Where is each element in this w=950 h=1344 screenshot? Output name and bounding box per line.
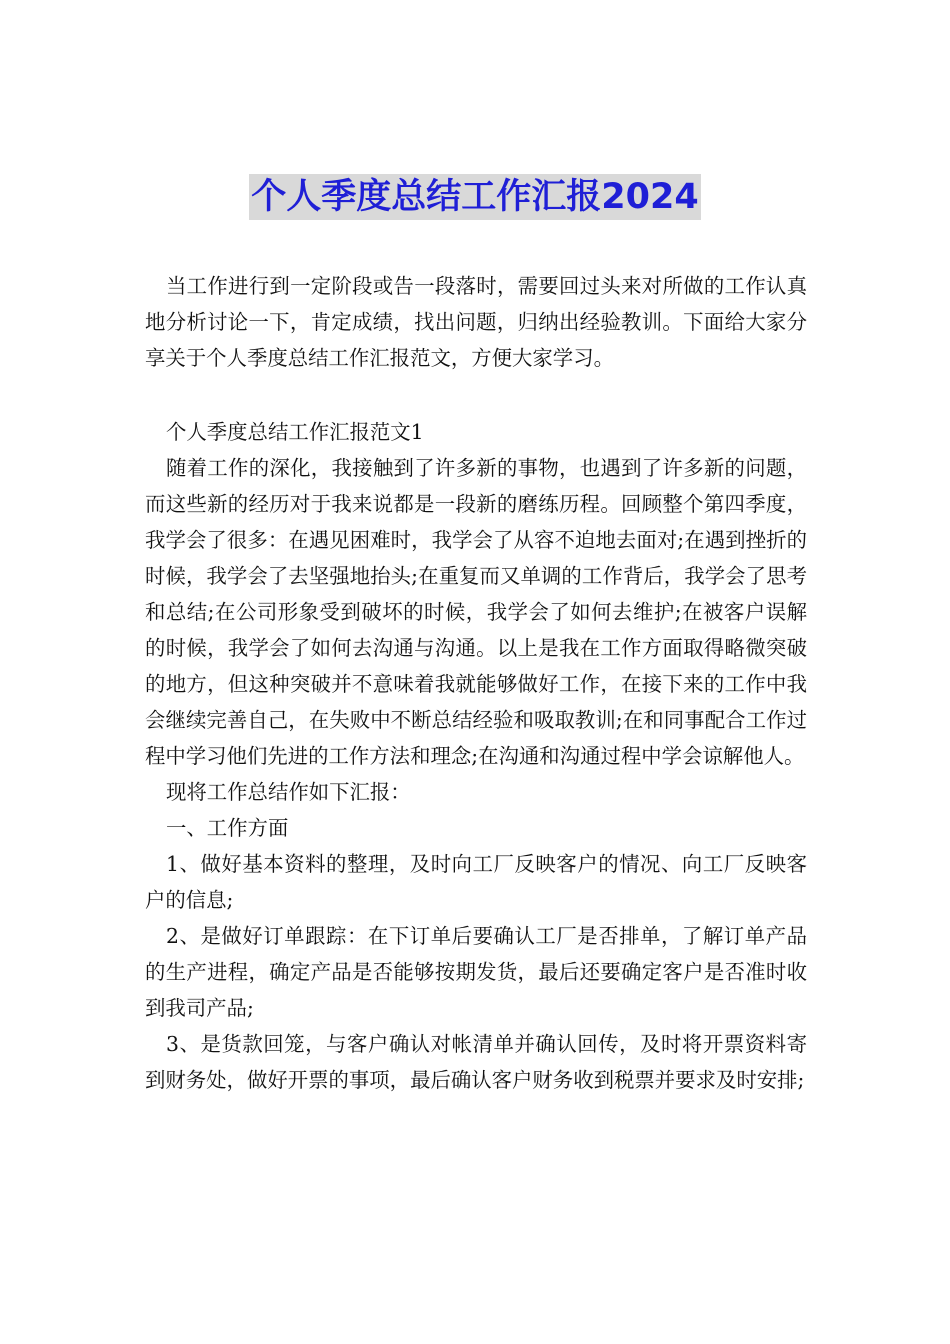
intro-section <box>145 268 807 376</box>
section-heading: 个人季度总结工作汇报范文1 <box>166 420 424 444</box>
content-section <box>145 414 807 1098</box>
body-paragraph: 随着工作的深化，我接触到了许多新的事物，也遇到了许多新的问题，而这些新的经历对于我来说都是一段新的磨练历程。回顾整个第四季度，我学会了很多：在遇见困难时，我学会了从容不迫地去面对;在遇到挫折的时候，我学会了去坚强地抬头;在重复而又单调的工作背后，我学会了思考和总结;在公司形象受到破坏的时候，我学会了如何去维护;在被客户误解的时候，我学会了如何去沟通与沟通。以上是我在工作方面取得略微突破的地方，但这种突破并不意味着我就能够做好工作，在接下来的工作中我会继续完善自己，在失败中不断总结经验和吸取教训;在和同事配合工作过程中学习他们先进的工作方法和理念;在沟通和沟通过程中学会谅解他人。 <box>145 456 807 768</box>
list-item: 1、做好基本资料的整理，及时向工厂反映客户的情况、向工厂反映客户的信息; <box>145 852 807 912</box>
document-title: 个人季度总结工作汇报2024 <box>249 174 700 220</box>
intro-paragraph: 当工作进行到一定阶段或告一段落时，需要回过头来对所做的工作认真地分析讨论一下，肯定成绩，找出问题，归纳出经验教训。下面给大家分享关于个人季度总结工作汇报范文，方便大家学习。 <box>145 274 807 370</box>
list-item: 3、是货款回笼，与客户确认对帐清单并确认回传，及时将开票资料寄到财务处，做好开票的事项，最后确认客户财务收到税票并要求及时安排; <box>145 1032 807 1092</box>
list-item: 2、是做好订单跟踪：在下订单后要确认工厂是否排单，了解订单产品的生产进程，确定产品是否能够按期发货，最后还要确定客户是否准时收到我司产品; <box>145 924 807 1020</box>
title-block <box>0 174 950 220</box>
subsection-heading: 一、工作方面 <box>166 816 289 840</box>
body-paragraph: 现将工作总结作如下汇报： <box>166 780 411 804</box>
